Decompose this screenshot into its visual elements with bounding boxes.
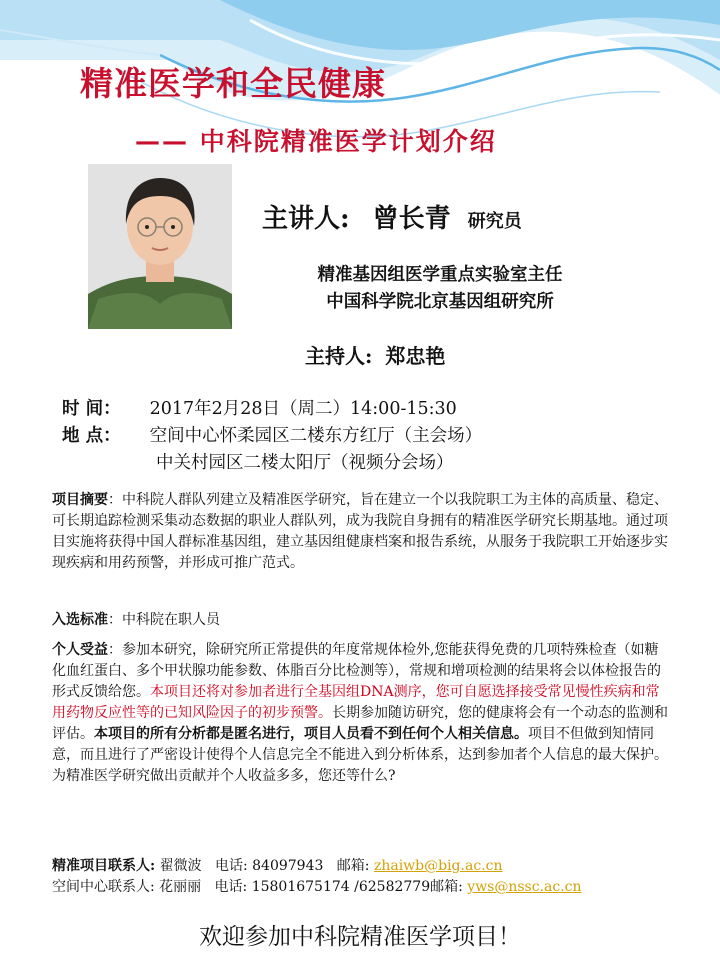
contact-row-center [52, 877, 582, 898]
summary-label: 项目摘要 [52, 492, 108, 508]
benefits-highlight: 本项目还将对参加者进行全基因组DNA测序，您可自愿选择接受常见慢性疾病和常用药物反应性等的已知风险因子的初步预警。 [52, 684, 660, 721]
project-summary [52, 490, 672, 574]
contact-row-project [52, 856, 582, 877]
venue-value-secondary: 中关村园区二楼太阳厅（视频分会场） [156, 453, 454, 473]
eligibility-criteria [52, 610, 672, 631]
welcome-footer: 欢迎参加中科院精准医学项目！ [199, 924, 521, 950]
contact-2-name: 花丽丽 [159, 879, 202, 895]
benefits-anonymity-note: 本项目的所有分析都是匿名进行，项目人员看不到任何个人相关信息。 [94, 726, 528, 742]
contact-2-phone: 电话: 15801675174 /62582779 [214, 879, 431, 895]
contact-1-phone: 电话: 84097943 [214, 858, 324, 874]
speaker-name: 曾长青 [372, 204, 451, 234]
benefits-text-3: 项目不但做到知情同意，而且进行了严密设计使得个人信息完全不能进入到分析体系，达到参加者个人信息的最大保护。为精准医学研究做出贡献并个人收益多多，您还等什么? [52, 726, 668, 784]
speaker-title: 研究员 [467, 211, 522, 232]
criteria-text: ：中科院在职人员 [108, 612, 220, 628]
benefits-text-2: 长期参加随访研究，您的健康将会有一个动态的监测和评估。 [52, 705, 668, 742]
speaker-photo [88, 164, 232, 329]
venue-row [62, 423, 482, 450]
time-label: 时 间： [62, 399, 121, 419]
time-row [62, 396, 482, 423]
contact-2-email-label: 邮箱: [430, 879, 463, 895]
affiliation-line-2: 中国科学院北京基因组研究所 [326, 292, 554, 312]
criteria-label: 入选标准 [52, 612, 108, 628]
page-subtitle: —— 中科院精准医学计划介绍 [135, 127, 497, 156]
speaker-line [262, 198, 522, 235]
affiliation-line-1: 精准基因组医学重点实验室主任 [317, 265, 563, 285]
contact-1-email-link[interactable]: zhaiwb@big.ac.cn [373, 858, 503, 874]
host-line [305, 340, 445, 369]
page-title: 精准医学和全民健康 [80, 64, 386, 103]
contact-2-label: 空间中心联系人: [52, 879, 155, 895]
venue-label: 地 点： [62, 426, 121, 446]
contacts [52, 856, 582, 898]
host-name: 郑忠艳 [385, 344, 446, 368]
summary-text: ：中科院人群队列建立及精准医学研究，旨在建立一个以我院职工为主体的高质量、稳定、可长期追踪检测采集动态数据的职业人群队列，成为我院自身拥有的精准医学研究长期基地。通过项目实施将获得中国人群标准基因组，建立基因组健康档案和报告系统，从服务于我院职工开始逐步实现疾病和用药预警，并形成可推广范式。 [52, 492, 668, 571]
contact-1-label: 精准项目联系人: [52, 858, 156, 874]
personal-benefits [52, 640, 672, 787]
time-value: 2017年2月28日（周二）14:00-15:30 [149, 399, 457, 419]
contact-1-email-label: 邮箱: [336, 858, 370, 874]
event-info [62, 396, 482, 477]
host-label: 主持人: [305, 344, 373, 368]
venue-value-main: 空间中心怀柔园区二楼东方红厅（主会场） [149, 426, 483, 446]
speaker-label: 主讲人: [262, 204, 350, 234]
benefits-text-1: ：参加本研究，除研究所正常提供的年度常规体检外,您能获得免费的几项特殊检查（如糖化血红蛋白、多个甲状腺功能参数、体脂百分比检测等），常规和增项检测的结果将会以体检报告的形式反馈给您。 [52, 642, 661, 700]
contact-2-email-link[interactable]: yws@nssc.ac.cn [467, 879, 582, 895]
speaker-affiliation [240, 262, 640, 316]
contact-1-name: 翟微波 [159, 858, 202, 874]
benefits-label: 个人受益 [52, 642, 108, 658]
